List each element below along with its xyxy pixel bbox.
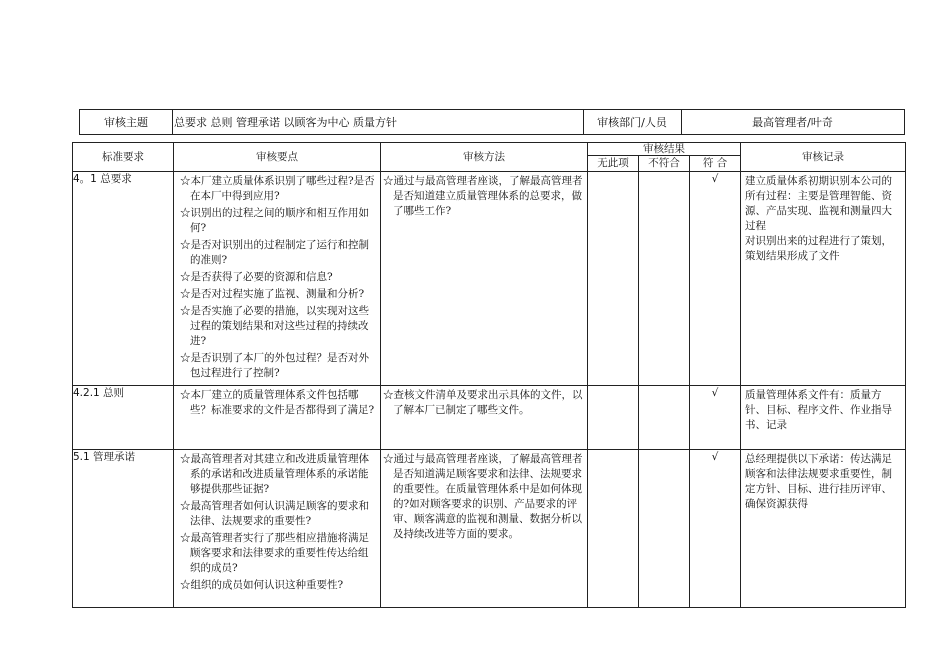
na-cell [588,172,639,386]
col-result: 审核结果 [588,143,741,156]
record-text: 总经理提供以下承诺：传达满足顾客和法律法规要求重要性，制定方针、目标、进行挂历评审、确保资源获得 [745,453,893,510]
ok-check: √ [690,450,741,608]
method-cell [381,386,588,450]
record-cell [741,386,906,450]
audit-point: ☆是否对过程实施了监视、测量和分析? [180,288,365,300]
nc-cell [639,450,690,608]
col-points: 审核要点 [174,143,381,172]
method-cell [381,172,588,386]
table-row [73,172,906,386]
topic-value: 总要求 总则 管理承诺 以顾客为中心 质量方针 [174,116,397,129]
points-cell [174,386,381,450]
record-text: 建立质量体系初期识别本公司的所有过程：主要是管理智能、资源、产品实现、监视和测量四大过程 对识别出来的过程进行了策划，策划结果形成了文件 [745,175,893,262]
audit-point: ☆是否获得了必要的资源和信息? [180,271,333,283]
col-method: 审核方法 [381,143,588,172]
standard-cell: 4.2.1 总则 [73,386,174,450]
dept-label: 审核部门/人员 [597,116,667,129]
ok-check: √ [690,172,741,386]
dept-value: 最高管理者/叶奇 [752,116,833,129]
standard-cell: 5.1 管理承诺 [73,450,174,608]
record-cell [741,450,906,608]
audit-point: ☆组织的成员如何认识这种重要性? [180,579,344,591]
audit-point: ☆是否实施了必要的措施，以实现对这些过程的策划结果和对这些过程的持续改进? [180,305,369,347]
record-text: 质量管理体系文件有：质量方针、目标、程序文件、作业指导书、记录 [745,389,893,431]
col-ok: 符 合 [690,156,741,172]
audit-point: ☆是否识别了本厂的外包过程？是否对外包过程进行了控制? [180,352,369,379]
audit-point: ☆最高管理者实行了那些相应措施将满足顾客要求和法律要求的重要性传达给组织的成员? [180,532,369,574]
audit-point: ☆本厂建立的质量管理体系文件包括哪些？标准要求的文件是否都得到了满足? [180,389,375,416]
col-standard: 标准要求 [73,143,174,172]
table-row [73,386,906,450]
audit-point: ☆本厂建立质量体系识别了哪些过程?是否在本厂中得到应用? [180,175,375,202]
table-row [73,450,906,608]
audit-point: ☆最高管理者对其建立和改进质量管理体系的承诺和改进质量管理体系的承诺能够提供那些证据? [180,453,369,495]
na-cell [588,450,639,608]
audit-point: ☆最高管理者如何认识满足顾客的要求和法律、法规要求的重要性? [180,500,369,527]
method-text: ☆通过与最高管理者座谈，了解最高管理者是否知道建立质量管理体系的总要求，做了哪些工作? [383,175,583,217]
points-cell [174,172,381,386]
audit-point: ☆识别出的过程之间的顺序和相互作用如何? [180,207,369,234]
audit-header [79,109,905,135]
method-text: ☆查核文件清单及要求出示具体的文件，以了解本厂已制定了哪些文件。 [383,389,583,416]
audit-point: ☆是否对识别出的过程制定了运行和控制的准则? [180,239,369,266]
method-text: ☆通过与最高管理者座谈，了解最高管理者是否知道满足顾客要求和法律、法规要求的重要性。在质量管理体系中是如何体现的?如对顾客要求的识别、产品要求的评审、顾客满意的监视和测量、数据分析以及持续改进等方面的要求。 [383,453,583,540]
standard-cell: 4。1 总要求 [73,172,174,386]
points-cell [174,450,381,608]
audit-table [72,142,906,608]
ok-check: √ [690,386,741,450]
method-cell [381,450,588,608]
na-cell [588,386,639,450]
col-nc: 不符合 [639,156,690,172]
nc-cell [639,172,690,386]
topic-label: 审核主题 [104,116,148,129]
col-record: 审核记录 [741,143,906,172]
record-cell [741,172,906,386]
nc-cell [639,386,690,450]
col-na: 无此项 [588,156,639,172]
